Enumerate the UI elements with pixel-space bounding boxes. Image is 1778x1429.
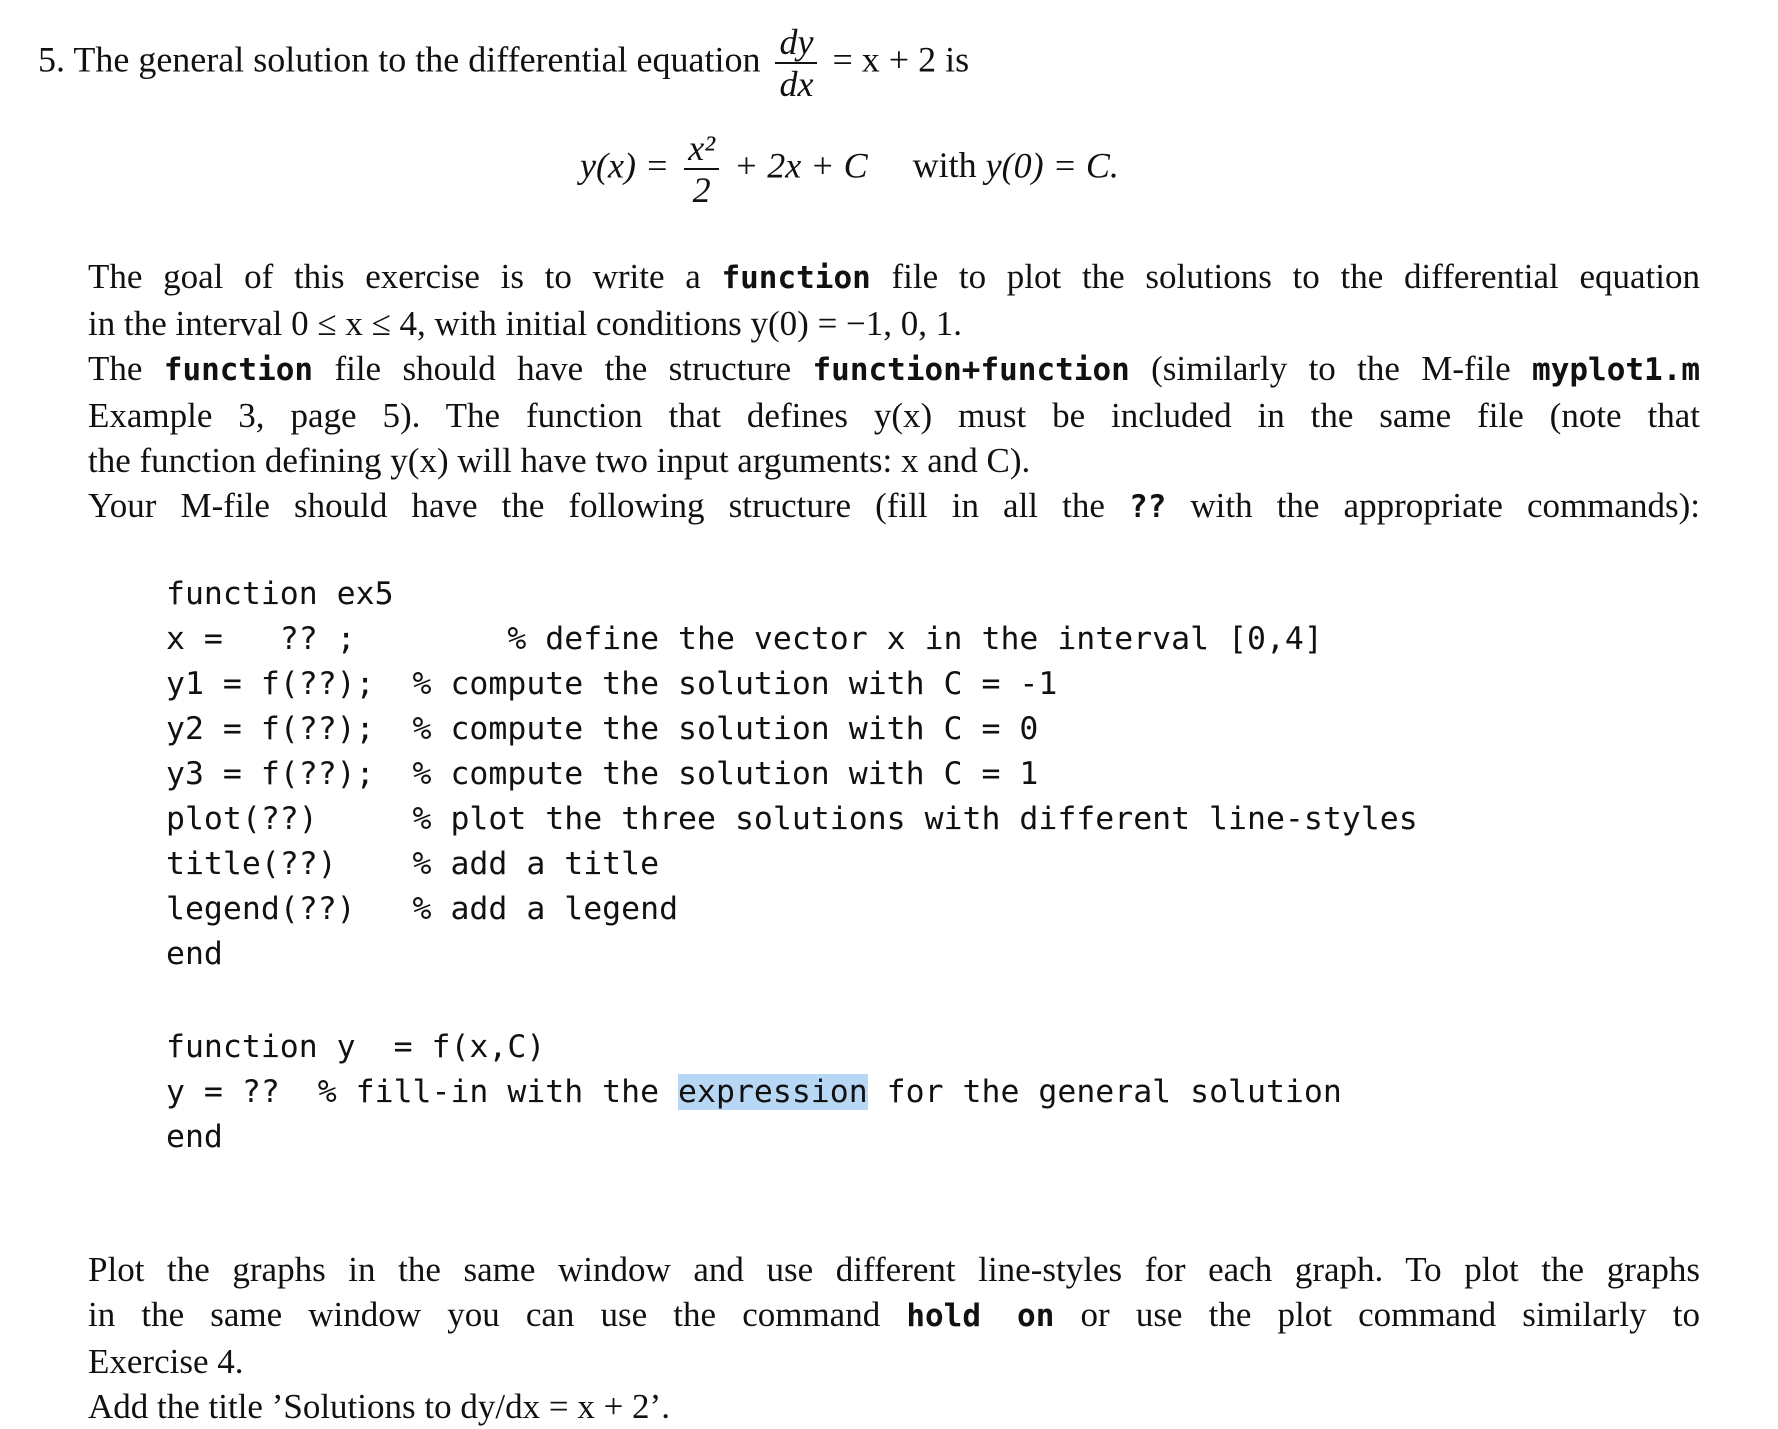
problem-intro: The general solution to the differential equation (73, 39, 761, 80)
inline-code-placeholder: ?? (1128, 489, 1167, 525)
code-line: title(??) % add a title (166, 846, 660, 882)
equation-lhs: y(x) = (580, 145, 670, 186)
para1-line4: Example 3, page 5). The function that defines y(x) must be included in the same file (note that (88, 396, 1700, 435)
para1-line6: Your M-file should have the following structure (fill in all the ?? with the appropriate commands): (88, 486, 1701, 525)
derivative-fraction (775, 22, 817, 104)
para1-line2: in the interval 0 ≤ x ≤ 4, with initial conditions y(0) = −1, 0, 1. (88, 304, 963, 343)
inline-code-hold-on: hold on (906, 1298, 1055, 1334)
equation-with: with (912, 145, 977, 186)
inline-code-structure: function+function (812, 352, 1130, 388)
highlighted-selection[interactable]: expression (678, 1074, 868, 1110)
code-line: plot(??) % plot the three solutions with different line-styles (166, 801, 1418, 837)
code-listing-main (166, 572, 1418, 977)
problem-rhs: = x + 2 is (832, 39, 970, 80)
code-line: x = ?? ; % define the vector x in the interval [0,4] (166, 621, 1323, 657)
para1-line3: The function file should have the structure function+function (similarly to the M-file myplot1.m (88, 349, 1701, 388)
code-line: function y = f(x,C) (166, 1029, 546, 1065)
equation-fraction (684, 128, 719, 210)
equation-numerator: x² (684, 128, 719, 170)
inline-code-filename: myplot1.m (1532, 352, 1701, 388)
fraction-denominator: dx (779, 64, 814, 104)
para2-line1: Plot the graphs in the same window and use different line-styles for each graph. To plot the graphs (88, 1250, 1700, 1289)
fraction-numerator: dy (775, 22, 817, 64)
equation-condition: y(0) = C. (985, 145, 1119, 186)
inline-code-function: function (721, 260, 871, 296)
code-line: y1 = f(??); % compute the solution with C = -1 (166, 666, 1058, 702)
problem-number: 5. (38, 39, 65, 80)
code-line: y2 = f(??); % compute the solution with C = 0 (166, 711, 1039, 747)
problem-heading (38, 22, 969, 102)
para2-line2: in the same window you can use the command hold on or use the plot command similarly to (88, 1295, 1700, 1334)
code-line: y = ?? % fill-in with the expression for the general solution (166, 1074, 1342, 1110)
equation-denominator: 2 (692, 170, 711, 210)
para2-line4: Add the title ’Solutions to dy/dx = x + 2’. (88, 1387, 670, 1426)
inline-code-function: function (163, 352, 314, 388)
solution-equation (580, 128, 1119, 210)
code-line: legend(??) % add a legend (166, 891, 679, 927)
para2-line3: Exercise 4. (88, 1342, 244, 1381)
instructions-paragraph (88, 254, 1700, 530)
code-listing-function (166, 1025, 1342, 1160)
code-line: end (166, 936, 223, 972)
para1-line5: the function defining y(x) will have two input arguments: x and C). (88, 441, 1031, 480)
code-line: end (166, 1119, 223, 1155)
code-line: y3 = f(??); % compute the solution with C = 1 (166, 756, 1039, 792)
code-line: function ex5 (166, 576, 394, 612)
para1-line1: The goal of this exercise is to write a function file to plot the solutions to the differential equation (88, 257, 1701, 296)
equation-rest: + 2x + C (734, 145, 868, 186)
plot-instructions-paragraph (88, 1247, 1700, 1429)
